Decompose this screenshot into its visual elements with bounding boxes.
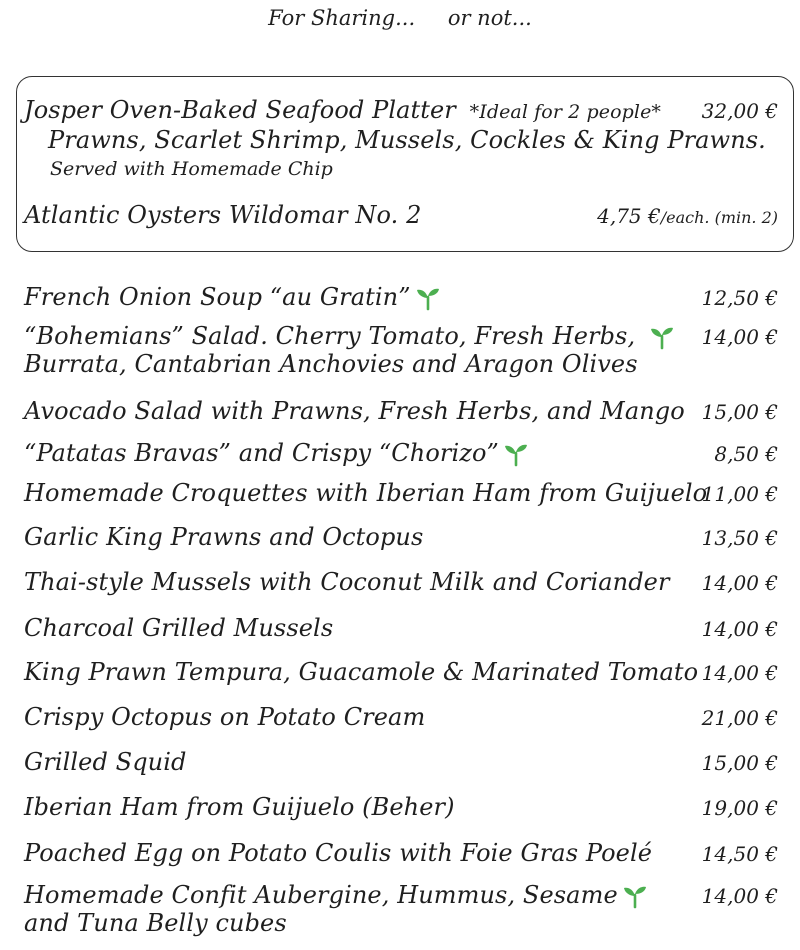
menu-item-name: “Patatas Bravas” and Crispy “Chorizo” — [24, 439, 499, 467]
menu-item-price: 15,00 € — [701, 751, 778, 775]
menu-item-name: French Onion Soup “au Gratin” — [24, 283, 411, 311]
menu-item-price: 14,50 € — [701, 842, 778, 866]
menu-item-price: 13,50 € — [701, 526, 778, 550]
menu-item-seafood-platter — [24, 96, 661, 124]
menu-item — [24, 283, 441, 311]
menu-item-price: 8,50 € — [714, 442, 778, 466]
menu-item-name: Charcoal Grilled Mussels — [24, 614, 334, 642]
menu-item-name: Homemade Croquettes with Iberian Ham from Guijuelo — [24, 479, 708, 507]
menu-item-name-line2: Burrata, Cantabrian Anchovies and Aragon Olives — [24, 350, 638, 378]
menu-item-price: 14,00 € — [701, 617, 778, 641]
menu-item-name: Garlic King Prawns and Octopus — [24, 523, 424, 551]
menu-item-price-group — [597, 204, 778, 228]
menu-item-price: 14,00 € — [701, 571, 778, 595]
menu-item-price: 19,00 € — [701, 796, 778, 820]
menu-item-price: 14,00 € — [701, 661, 778, 685]
menu-item-price: 12,50 € — [701, 286, 778, 310]
menu-item-price: 11,00 € — [701, 482, 778, 506]
menu-item-name: Crispy Octopus on Potato Cream — [24, 703, 426, 731]
menu-item — [24, 748, 186, 776]
menu-item — [24, 881, 648, 909]
menu-item-description: Served with Homemade Chip — [50, 158, 333, 180]
menu-item-name: “Bohemians” Salad. Cherry Tomato, Fresh Herbs, — [24, 322, 636, 350]
menu-item-price: 14,00 € — [701, 325, 778, 349]
menu-item — [24, 397, 685, 425]
menu-item-name: Iberian Ham from Guijuelo (Beher) — [24, 793, 455, 821]
menu-item-name-line2: and Tuna Belly cubes — [24, 909, 287, 937]
menu-item-price: 4,75 € — [597, 204, 661, 228]
menu-item — [24, 439, 529, 467]
menu-item-name: Josper Oven-Baked Seafood Platter — [24, 96, 456, 124]
menu-item-name: King Prawn Tempura, Guacamole & Marinated Tomato — [24, 658, 699, 686]
menu-item — [24, 658, 698, 686]
menu-item-price: 32,00 € — [701, 99, 778, 123]
menu-item-name: Thai-style Mussels with Coconut Milk and Coriander — [24, 568, 670, 596]
menu-item-name: Homemade Confit Aubergine, Hummus, Sesame — [24, 881, 618, 909]
menu-item — [24, 322, 675, 350]
menu-item-name: Avocado Salad with Prawns, Fresh Herbs, and Mango — [24, 397, 685, 425]
section-title — [0, 6, 800, 30]
menu-item — [24, 793, 455, 821]
menu-item-oysters: Atlantic Oysters Wildomar No. 2 — [24, 201, 422, 229]
sprout-icon — [503, 441, 529, 467]
section-title-part2: or not... — [447, 6, 532, 30]
menu-item-price: 15,00 € — [701, 400, 778, 424]
menu-item — [24, 523, 423, 551]
menu-item-description: Prawns, Scarlet Shrimp, Mussels, Cockles & King Prawns. — [48, 126, 766, 154]
menu-item-name: Grilled Squid — [24, 748, 187, 776]
menu-item — [24, 703, 425, 731]
menu-item — [24, 614, 333, 642]
menu-item-price: 21,00 € — [701, 706, 778, 730]
section-title-part1: For Sharing... — [268, 6, 416, 30]
sprout-icon — [415, 285, 441, 311]
menu-item — [24, 568, 670, 596]
sprout-icon — [649, 324, 675, 350]
menu-item-price: 14,00 € — [701, 884, 778, 908]
menu-item — [24, 839, 652, 867]
menu-item-note: *Ideal for 2 people* — [469, 101, 662, 123]
menu-item-name: Poached Egg on Potato Coulis with Foie Gras Poelé — [24, 839, 653, 867]
menu-item — [24, 479, 707, 507]
sprout-icon — [622, 883, 648, 909]
menu-item-price-note: /each. (min. 2) — [660, 208, 778, 227]
